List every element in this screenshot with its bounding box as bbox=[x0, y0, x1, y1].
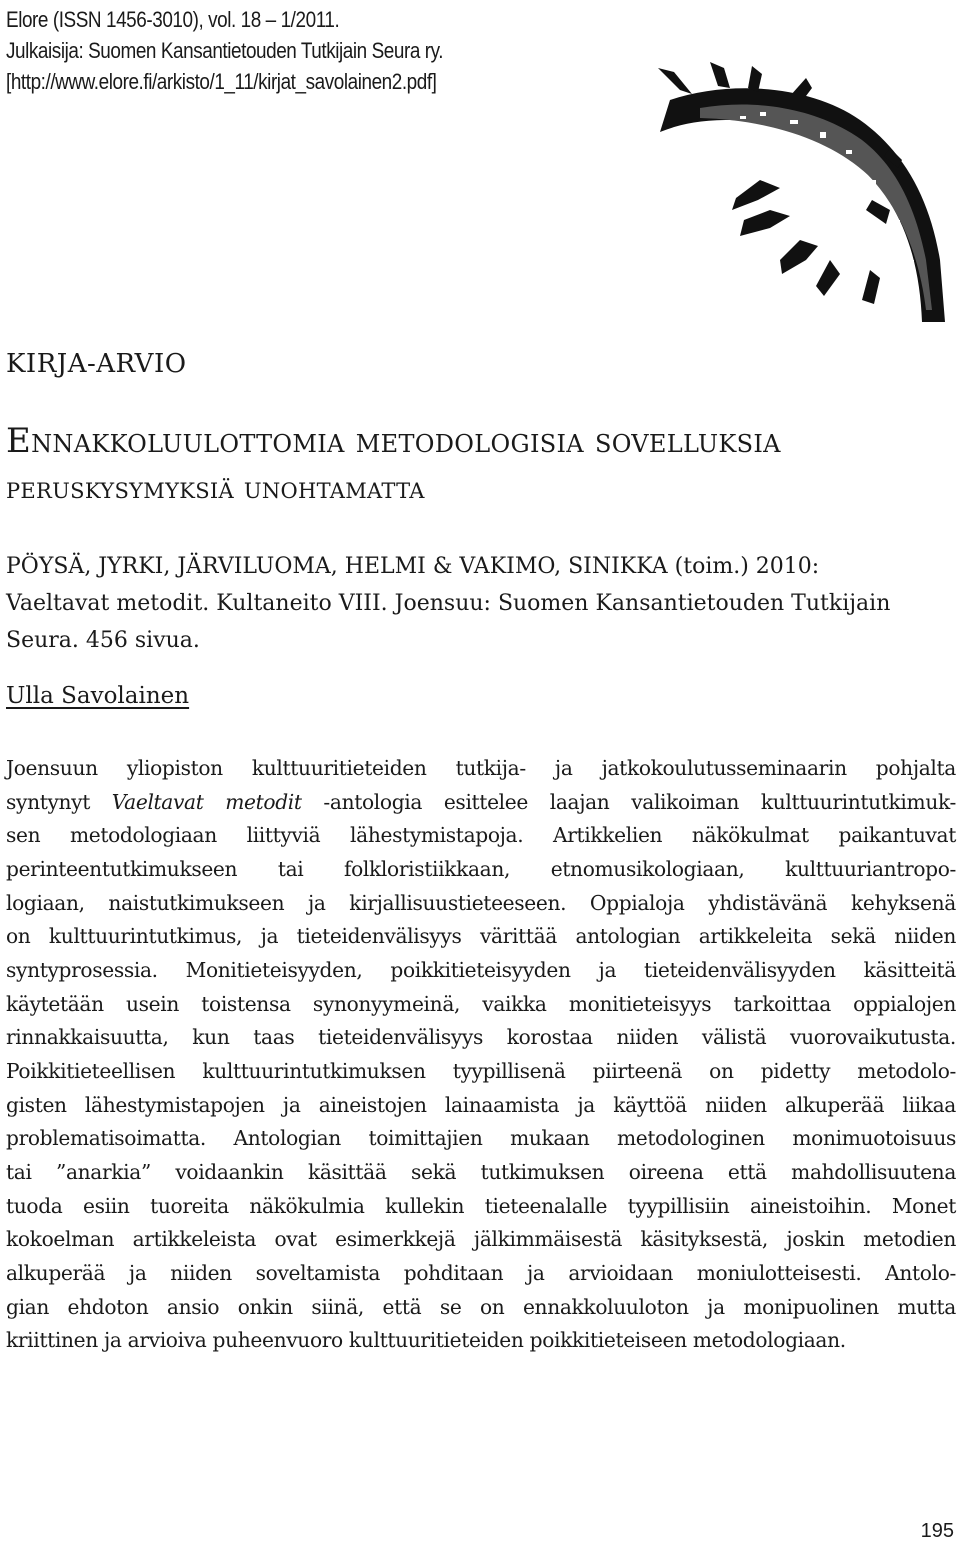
book-citation bbox=[6, 548, 956, 659]
section-label: KIRJA-ARVIO bbox=[6, 349, 187, 379]
body-line: on kulttuurintutkimus, ja tieteidenvälisyys värittää antologian artikkeleita sekä niiden bbox=[6, 924, 956, 949]
review-body bbox=[6, 752, 956, 1358]
body-line: gian ehdoton ansio onkin siinä, että se on ennakkoluuloton ja monipuolinen mutta bbox=[6, 1294, 956, 1319]
page-number: 195 bbox=[920, 1520, 954, 1542]
body-line: alkuperää ja niiden soveltamista pohditaan ja arvioidaan moniulotteisesti. Antolo- bbox=[6, 1260, 956, 1285]
publisher-line: Julkaisija: Suomen Kansantietouden Tutkijain Seura ry. bbox=[6, 38, 444, 63]
body-line: tai ”anarkia” voidaankin käsittää sekä tutkimuksen oireena että mahdollisuutena bbox=[6, 1159, 956, 1184]
body-line: rinnakkaisuutta, kun taas tieteidenvälisyys korostaa niiden välistä vuorovaikutusta. bbox=[6, 1025, 956, 1050]
review-title-line-2-text: peruskysymyksiä unohtamatta bbox=[6, 471, 425, 506]
source-url-line: [http://www.elore.fi/arkisto/1_11/kirjat_savolainen2.pdf] bbox=[6, 69, 437, 94]
body-line-prefix: syntynyt bbox=[6, 789, 91, 814]
review-title-line-1-text: Ennakkoluulottomia metodologisia sovelluksia bbox=[6, 421, 781, 461]
citation-line-2: Vaeltavat metodit. Kultaneito VIII. Joensuu: Suomen Kansantietouden Tutkijain bbox=[6, 591, 891, 616]
body-line: gisten lähestymistapojen ja aineistojen lainaamista ja käyttöä niiden alkuperää liikaa bbox=[6, 1092, 956, 1117]
body-line: sen metodologiaan liittyviä lähestymistapoja. Artikkelien näkökulmat paikantuvat bbox=[6, 823, 956, 848]
review-author: Ulla Savolainen bbox=[6, 683, 190, 709]
body-line: logiaan, naistutkimukseen ja kirjallisuustieteeseen. Oppialoja yhdistävänä kehyksenä bbox=[6, 890, 956, 915]
elore-logo-icon bbox=[640, 60, 960, 325]
review-title bbox=[6, 418, 781, 513]
body-line: kriittinen ja arvioiva puheenvuoro kulttuuritieteiden poikkitieteiseen metodologiaan. bbox=[6, 1328, 846, 1353]
body-line-rest: -antologia esittelee laajan valikoiman kulttuurintutkimuk- bbox=[323, 789, 956, 814]
book-title-italic: Vaeltavat metodit bbox=[111, 789, 302, 814]
citation-line-3: Seura. 456 sivua. bbox=[6, 628, 200, 653]
body-line: perinteentutkimukseen tai folkloristiikkaan, etnomusikologiaan, kulttuuriantropo- bbox=[6, 856, 956, 881]
body-line: syntyprosessia. Monitieteisyyden, poikkitieteisyyden ja tieteidenvälisyyden käsitteitä bbox=[6, 957, 956, 982]
body-line: problematisoimatta. Antologian toimittajien mukaan metodologinen monimuotoisuus bbox=[6, 1126, 956, 1151]
body-line: käytetään usein toistensa synonyymeinä, vaikka monitieteisyys tarkoittaa oppialojen bbox=[6, 991, 956, 1016]
review-title-line-1 bbox=[6, 418, 781, 466]
review-title-line-2 bbox=[6, 466, 781, 513]
body-line: kokoelman artikkeleista ovat esimerkkejä jälkimmäisestä käsityksestä, joskin metodien bbox=[6, 1227, 956, 1252]
journal-header bbox=[6, 4, 443, 97]
body-line-with-italic bbox=[6, 786, 956, 820]
citation-line-1: PÖYSÄ, JYRKI, JÄRVILUOMA, HELMI & VAKIMO, SINIKKA (toim.) 2010: bbox=[6, 554, 820, 579]
body-line: tuoda esiin tuoreita näkökulmia kullekin tieteenalalle tyypillisiin aineistoihin. Monet bbox=[6, 1193, 956, 1218]
journal-citation-line: Elore (ISSN 1456-3010), vol. 18 – 1/2011. bbox=[6, 7, 340, 32]
body-line: Poikkitieteellisen kulttuurintutkimuksen tyypillisenä piirteenä on pidetty metodolo- bbox=[6, 1058, 956, 1083]
body-line: Joensuun yliopiston kulttuuritieteiden tutkija- ja jatkokoulutusseminaarin pohjalta bbox=[6, 756, 956, 780]
